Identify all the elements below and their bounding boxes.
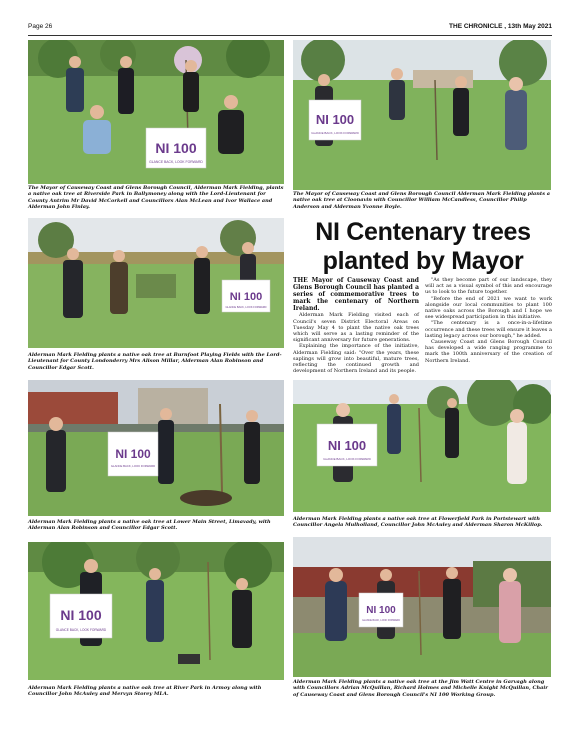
ni100-sign [146,128,206,168]
article-para-5: "The centenary is a once-in-a-lifetime occurrence and these trees will ensure it leaves a lasting legacy across our borough," he added. [425,320,552,339]
ni100-sign [359,593,403,627]
photo-cloonavin [293,40,551,190]
ni100-sign [317,424,377,466]
caption-riverside-park: The Mayor of Causeway Coast and Glens Borough Council, Alderman Mark Fielding, plants a native oak tree at Riverside Park in Ballymoney along with the Lord-Lieutenant for County Antrim Mr David McCorkell and Councillors Alan McLean and Ivor Wallace and Alderman John Finlay. [28,185,284,211]
caption-burnfoot: Alderman Mark Fielding plants a native oak tree at Burnfoot Playing Fields with the Lord-Lieutenant for County Londonderry Mrs Alison Millar, Alderman Alan Robinson and Councillor Edgar Scott. [28,352,282,371]
sign-title: NI 100 [327,438,367,453]
article-column-2 [425,277,552,364]
sign-tagline: GLANCE BACK, LOOK FORWARD [225,306,267,309]
photo-riverside-park [28,40,284,184]
caption-flowerfield-park: Alderman Mark Fielding plants a native oak tree at Flowerfield Park in Portstewart with Councillor Angela Mulholland, Councillor John McAuley and Alderman Sharon McKillop. [293,516,543,529]
header-rule [28,35,552,36]
sign-tagline: GLANCE BACK, LOOK FORWARD [311,131,359,135]
article-para-3: "As they become part of our landscape, they will act as a visual symbol of this and encourage us to look to the future together. [425,277,552,296]
page-number: Page 26 [28,23,53,30]
headline-line-1: NI Centenary trees [315,218,531,246]
sign-tagline: GLANCE BACK, LOOK FORWARD [362,619,400,622]
photo-burnfoot [28,218,284,348]
sign-tagline: GLANCE BACK, LOOK FORWARD [149,160,203,164]
page-header [28,23,552,35]
ni100-sign [309,100,361,140]
sign-title: NI 100 [60,607,102,623]
caption-limavady: Alderman Mark Fielding plants a native oak tree at Lower Main Street, Limavady, with Alderman Alan Robinson and Councillor Edgar Scott. [28,519,271,532]
caption-jim-watt-centre: Alderman Mark Fielding plants a native oak tree at the Jim Watt Centre in Garvagh along with Councillors Adrian McQuillan, Richard Holmes and Michelle Knight McQuillan, Chair of Causeway Coast and Glens Borough Council's NI 100 Working Group. [293,679,548,698]
article-para-4: "Before the end of 2021 we want to work alongside our local communities to plant 100 native oaks across the Borough and I hope we see widespread participation in this initiative. [425,295,552,321]
masthead: THE CHRONICLE , 13th May 2021 [449,23,552,30]
sign-title: NI 100 [366,605,396,616]
sign-title: NI 100 [315,112,355,127]
ni100-sign [108,432,158,476]
headline-line-2: planted by Mayor [322,247,524,275]
sign-tagline: GLANCE BACK, LOOK FORWARD [55,628,107,632]
caption-cloonavin: The Mayor of Causeway Coast and Glens Borough Council Alderman Mark Fielding plants a native oak tree at Cloonavin with Councillor William McCandless, Councillor Philip Anderson and Alderman Yvonne Boyle. [293,191,550,210]
ni100-sign [222,280,270,312]
sign-tagline: GLANCE BACK, LOOK FORWARD [110,464,156,468]
article-para-6: Causeway Coast and Glens Borough Council has developed a wide ranging programme to mark the 100th anniversary of the creation of Northern Ireland. [425,339,552,364]
photo-flowerfield-park [293,380,551,512]
article-para-1: Alderman Mark Fielding visited each of Council's seven District Electoral Areas on Tuesday May 4 to plant the native oak trees which will serve as a lasting reminder of the significant anniversary for future generations. [293,312,419,344]
photo-limavady [28,380,284,516]
sign-title: NI 100 [229,291,263,303]
sign-tagline: GLANCE BACK, LOOK FORWARD [323,457,371,461]
photo-river-park-armoy [28,542,284,680]
article-lead: THE Mayor of Causeway Coast and Glens Borough Council has planted a series of commemorative trees to mark the centenary of Northern Ireland. [293,277,419,313]
sign-title: NI 100 [115,447,151,461]
article-column-1 [293,277,419,375]
sign-title: NI 100 [155,140,197,156]
article-headline [293,218,553,276]
caption-river-park-armoy: Alderman Mark Fielding plants a native oak tree at River Park in Armoy along with Councillor John McAuley and Mervyn Storey MLA. [28,685,262,698]
ni100-sign [50,594,112,638]
article-para-2: Explaining the importance of the initiative, Alderman Fielding said: "Over the years, these saplings will grow into beautiful, mature trees, reflecting the continued growth and development of Northern Ireland and its people. [293,343,419,375]
photo-jim-watt-centre [293,537,551,677]
